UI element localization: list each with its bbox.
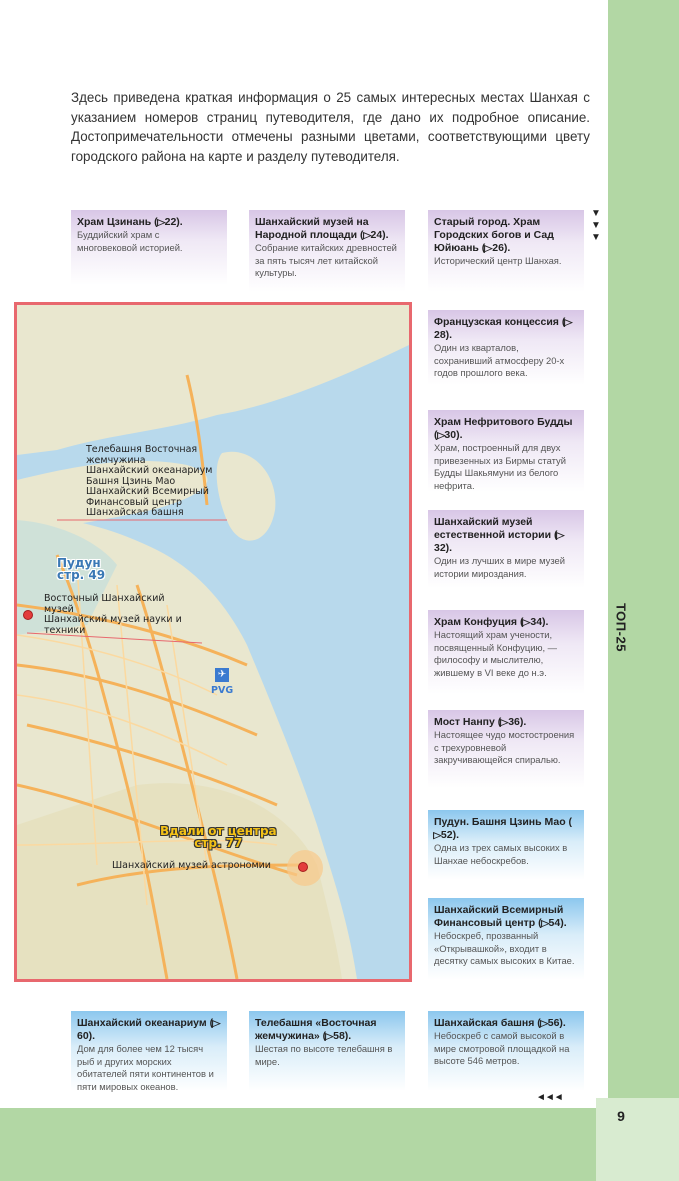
card-jade-buddha-temple [428,410,584,492]
map [14,302,412,982]
card-old-city [428,210,584,292]
card-title: Пудун. Башня Цзинь Мао (▷52). [433,816,573,841]
page-arrow-icon: ▷ [522,617,532,627]
pudong-attractions-label: Телебашня Восточная жемчужина Шанхайский океанариум Башня Цзинь Мао Шанхайский Всемирный Финансовый центр Шанхайская башня [86,444,213,518]
card-desc: Настоящее чудо мостостроения с трехуровневой закручивающейся спиралью. [434,729,575,766]
card-jin-mao-tower [428,810,584,880]
card-desc: Небоскреб с самой высокой в мире смотровой площадкой на высоте 546 метров. [434,1030,570,1067]
page-arrow-icon: ▷ [212,1018,221,1028]
card-title: Храм Конфуция (▷34). [434,616,549,628]
card-title: Шанхайский Всемирный Финансовый центр (▷54). [434,904,567,929]
page-arrow-icon: ▷ [556,530,566,540]
card-pearl-tower [249,1011,405,1091]
east-museums-label: Восточный Шанхайский музей Шанхайский музей науки и техники [44,593,182,636]
card-world-financial-center [428,898,584,980]
card-title: Шанхайский музей на Народной площади (▷24). [255,216,389,241]
page-arrow-icon: ▷ [325,1031,334,1041]
card-desc: Один из кварталов, сохранивший атмосферу 20-х годов прошлого века. [434,342,565,379]
section-label-text: ТОП-25 [613,603,629,652]
page-arrow-icon: ▷ [540,918,550,928]
card-nanpu-bridge [428,710,584,788]
intro-text: Здесь приведена краткая информация о 25 самых интересных местах Шанхая с указанием номеров страниц путеводителя, где дано их подробное описание. Достопримечательности отмечены разными цветами, соответствующими цвету городского района на карте и разделу путеводителя. [71,90,590,164]
astronomy-museum-label: Шанхайский музей астрономии [112,860,271,871]
card-title: Храм Нефритового Будды (▷30). [434,416,573,441]
page-arrow-icon: ▷ [564,317,573,327]
pudong-district-label: Пудун стр. 49 [57,556,106,582]
card-desc: Один из лучших в мире музей истории мироздания. [434,555,565,579]
card-shanghai-tower [428,1011,584,1091]
card-title: Храм Цзинань (▷22). [77,216,183,228]
card-desc: Одна из трех самых высоких в Шанхае небоскребов. [434,842,568,866]
card-confucius-temple [428,610,584,694]
card-title: Мост Нанпу (▷36). [434,716,527,728]
card-title: Старый город. Храм Городских богов и Сад Юйюань (▷26). [434,216,554,254]
north-land [17,305,409,455]
down-arrows-icon: ▼ ▼ ▼ [591,208,601,243]
side-color-strip [608,0,679,1100]
east-island [217,452,276,541]
museum-pin-icon [23,610,33,620]
page-arrow-icon: ▷ [362,230,372,240]
card-jingan-temple [71,210,227,285]
page-arrow-icon: ▷ [156,217,166,227]
astronomy-pin-icon [298,862,308,872]
bottom-color-strip [0,1108,679,1181]
card-desc: Небоскреб, прозванный «Открывашкой», входит в десятку самых высоких в Китае. [434,930,575,967]
card-title: Шанхайская башня (▷56). [434,1017,566,1029]
card-desc: Шестая по высоте телебашня в мире. [255,1043,393,1067]
page-arrow-icon: ▷ [436,430,446,440]
airport-plane-icon: ✈ [215,668,229,682]
card-natural-history-museum [428,510,584,588]
page-number-box [596,1098,679,1181]
card-french-concession [428,310,584,385]
card-desc: Исторический центр Шанхая. [434,255,562,266]
card-desc: Собрание китайских древностей за пять тысяч лет китайской культуры. [255,242,397,279]
page-arrow-icon: ▷ [484,243,493,253]
page-arrow-icon: ▷ [433,830,442,840]
page-arrow-icon: ▷ [540,1018,549,1028]
card-title: Французская концессия (▷28). [434,316,573,341]
card-shanghai-museum [249,210,405,292]
card-desc: Буддийский храм с многовековой историей. [77,229,183,253]
left-arrows-icon: ◄◄◄ [536,1092,563,1103]
map-graphic [17,305,409,979]
card-desc: Настоящий храм учености, посвященный Конфуцию, — философу и мыслителю, жившему в VI веке до н.э. [434,629,558,678]
far-district-label: Вдали от центра стр. 77 [160,824,277,850]
page-arrow-icon: ▷ [500,717,509,727]
card-aquarium [71,1011,227,1091]
card-desc: Дом для более чем 12 тысяч рыб и других морских обитателей пяти континентов и пяти мировых океанов. [77,1043,214,1092]
airport-label: PVG [211,685,234,696]
card-title: Шанхайский океанариум (▷60). [77,1017,221,1042]
section-label [609,600,633,660]
card-desc: Храм, построенный для двух привезенных из Бирмы статуй Будды Шакьямуни из белого нефрита. [434,442,566,491]
page-number: 9 [617,1108,625,1124]
card-title: Телебашня «Восточная жемчужина» (▷58). [255,1017,377,1042]
card-title: Шанхайский музей естественной истории (▷32). [434,516,566,554]
